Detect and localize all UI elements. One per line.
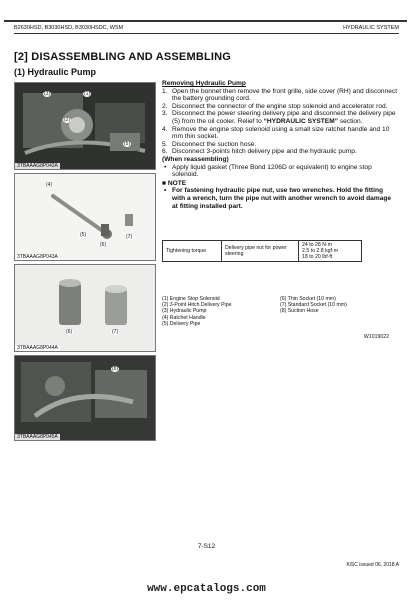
torque-label: Tightening torque: [163, 241, 222, 262]
bullet-icon: •: [164, 187, 167, 195]
photo-sockets-image: [15, 265, 155, 351]
torque-values: 24 to 28 N·m 2.5 to 2.8 kgf·m 18 to 20 lbf·ft: [299, 241, 362, 262]
photo-hydraulic-pump: [14, 82, 156, 170]
note-square-icon: ■: [162, 179, 166, 187]
photo-tools: [14, 173, 156, 261]
callout-5: (5): [124, 141, 131, 147]
legend-item: (5) Delivery Pipe: [162, 320, 201, 327]
legend-left: [162, 296, 272, 327]
callout-3: (3): [44, 91, 51, 97]
callout-5b: (5): [80, 232, 87, 238]
photo-sockets: [14, 264, 156, 352]
procedure-block: [162, 80, 398, 210]
legend-item: (3) Hydraulic Pump: [162, 308, 207, 315]
header-section: HYDRAULIC SYSTEM: [343, 25, 399, 31]
callout-7b: (7): [112, 329, 119, 335]
photo-suction-hose: [14, 355, 156, 441]
note-text: • For fastening hydraulic pipe nut, use two wrenches. Hold the fitting with a wrench, turn the pipe nut with another wrench to avoid damage at fitting installed part.: [164, 187, 392, 210]
issue-note: KiSC issued 06, 2018 A: [346, 562, 399, 568]
callout-6b: (6): [66, 329, 73, 335]
legend-item: (8) Suction Hose: [280, 308, 319, 315]
header-models: B2630HSD, B3030HSD, B3030HSDC, WSM: [14, 25, 124, 31]
legend-item: (2) 3-Point Hitch Delivery Pipe: [162, 302, 232, 309]
reference-code: W1019022: [363, 334, 389, 340]
callout-4: (4): [46, 182, 53, 188]
procedure-title: Removing Hydraulic Pump: [162, 80, 246, 87]
site-watermark[interactable]: www.epcatalogs.com: [147, 583, 266, 595]
callout-8: (8): [112, 366, 119, 372]
page-number: 7-S12: [197, 543, 216, 550]
procedure-steps: [162, 88, 398, 156]
reassembling-title: (When reassembling): [162, 155, 229, 163]
legend-item: (1) Engine Stop Solenoid: [162, 296, 220, 302]
callout-2: (2): [64, 117, 71, 123]
legend-item: (7) Standard Socket (10 mm): [280, 302, 347, 309]
callout-6: (6): [100, 242, 107, 248]
photo-tools-image: [15, 174, 155, 260]
subsection-title: (1) Hydraulic Pump: [14, 67, 97, 77]
note-heading: ■ NOTE: [162, 179, 187, 187]
photo-caption: 3TBAAAG8P045A: [17, 434, 58, 440]
legend-item: (4) Ratchet Handle: [162, 314, 206, 321]
callout-7: (7): [126, 234, 133, 240]
header-rule: [14, 33, 399, 34]
bullet-icon: •: [164, 163, 167, 171]
procedure-step: 5. Disconnect the suction hose.: [162, 140, 257, 148]
callout-1: (1): [84, 91, 91, 97]
torque-table: [162, 240, 362, 262]
procedure-step: 3. Disconnect the power steering delivery pipe and disconnect the delivery pipe (5) from the oil cooler. Relief to “HYDRAULIC SYSTEM” section.: [162, 110, 396, 125]
section-title: [2] DISASSEMBLING AND ASSEMBLING: [14, 51, 232, 63]
table-row: [163, 241, 362, 262]
legend-item: (6) Thin Socket (10 mm): [280, 296, 336, 302]
photo-caption: 3TBAAAG8P043A: [17, 254, 58, 260]
procedure-step: 4. Remove the engine stop solenoid using a small size ratchet handle and 10 mm thin socket.: [162, 125, 390, 141]
photo-caption: 3TBAAAG8P044A: [17, 345, 58, 351]
reassembling-bullet: • Apply liquid gasket (Three Bond 1206D or equivalent) to engine stop solenoid.: [164, 163, 372, 179]
photo-suction-hose-image: [15, 356, 155, 440]
legend-right: [280, 296, 400, 315]
procedure-step: 1. Open the bonnet then remove the front grille, side cover (RH) and disconnect the battery grounding cord.: [162, 87, 398, 103]
procedure-step: 2. Disconnect the connector of the engine stop solenoid and accelerator rod.: [162, 102, 388, 110]
photo-caption: 3TBAAAG8P042A: [17, 163, 58, 169]
torque-item: Delivery pipe nut for power steering: [222, 241, 299, 262]
procedure-step: 6. Disconnect 3-points hitch delivery pipe and the hydraulic pump.: [162, 148, 357, 156]
